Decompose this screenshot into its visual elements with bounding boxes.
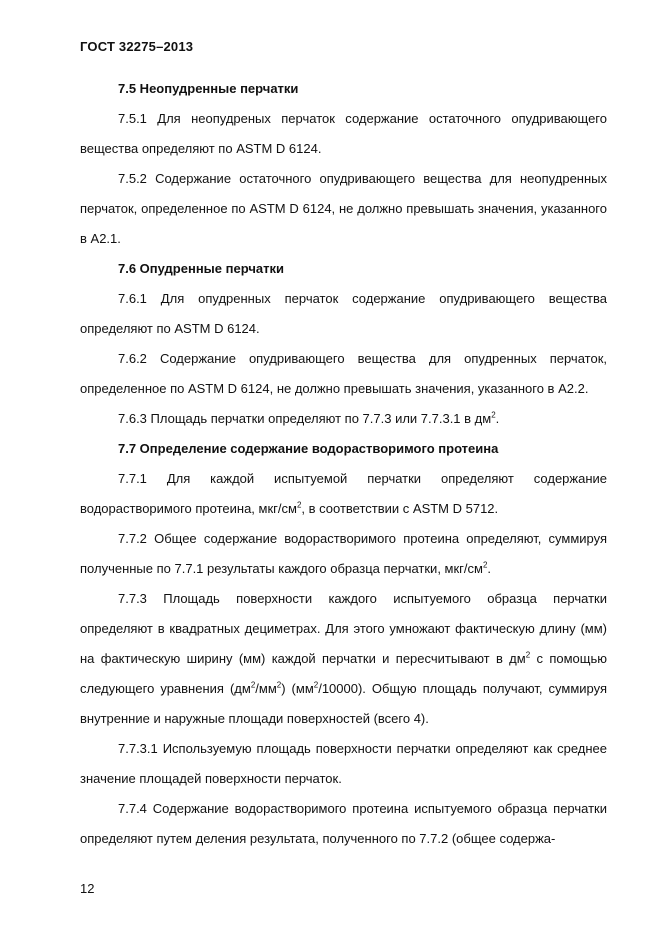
page-number: 12 — [80, 881, 95, 896]
paragraph-7-7-3-part-b: с помощью следующего уравнения (дм — [80, 651, 607, 696]
paragraph-7-6-2: 7.6.2 Содержание опудривающего вещества для опудренных перчаток, определенное по ASTM D 6124, не должно превышать значения, указанного в А2.2. — [80, 351, 607, 396]
paragraph-7-7-3-part-c: /мм — [255, 681, 277, 696]
paragraph-7-5-1: 7.5.1 Для неопудреных перчаток содержание остаточного опудривающего вещества определяют по ASTM D 6124. — [80, 111, 607, 156]
superscript: 2 — [250, 680, 256, 690]
superscript: 2 — [491, 410, 496, 420]
section-heading-7-6: 7.6 Опудренные перчатки — [118, 261, 284, 276]
paragraph-7-6-1: 7.6.1 Для опудренных перчаток содержание опудривающего вещества определяют по ASTM D 6124. — [80, 291, 607, 336]
superscript: 2 — [313, 680, 319, 690]
paragraph-7-7-3-part-d: ) (мм — [281, 681, 314, 696]
paragraph-7-7-3 — [80, 584, 607, 734]
paragraph-7-6-3-text: 7.6.3 Площадь перчатки определяют по 7.7.3 или 7.7.3.1 в дм — [118, 411, 492, 426]
superscript: 2 — [276, 680, 282, 690]
superscript: 2 — [525, 650, 531, 660]
paragraph-7-7-3-1: 7.7.3.1 Используемую площадь поверхности перчатки определяют как среднее значение площадей поверхности перчаток. — [80, 741, 607, 786]
paragraph-7-7-1 — [80, 464, 607, 524]
superscript: 2 — [296, 500, 302, 510]
standard-header: ГОСТ 32275–2013 — [80, 39, 194, 54]
paragraph-7-7-2-end: . — [487, 561, 492, 576]
paragraph-7-7-4: 7.7.4 Содержание водорастворимого протеина испытуемого образца перчатки определяют путем деления результата, полученного по 7.7.2 (общее содержа- — [80, 801, 607, 846]
section-heading-7-5: 7.5 Неопудренные перчатки — [118, 81, 299, 96]
document-body — [80, 74, 607, 854]
paragraph-7-7-2 — [80, 524, 607, 584]
paragraph-7-7-1-text: 7.7.1 Для каждой испытуемой перчатки определяют содержание водорастворимого протеина, мкг/см — [80, 471, 607, 516]
superscript: 2 — [482, 560, 488, 570]
paragraph-7-6-3-end: . — [495, 411, 500, 426]
paragraph-7-7-3-part-e: /10000). Общую площадь получают, суммируя внутренние и наружные площади поверхностей (всего 4). — [80, 681, 607, 726]
paragraph-7-6-3 — [80, 404, 607, 434]
section-heading-7-7: 7.7 Определение содержание водорастворимого протеина — [118, 441, 499, 456]
paragraph-7-7-1-end: , в соответствии с ASTM D 5712. — [301, 501, 499, 516]
paragraph-7-5-2: 7.5.2 Содержание остаточного опудривающего вещества для неопудренных перчаток, определенное по ASTM D 6124, не должно превышать значения, указанного в А2.1. — [80, 171, 607, 246]
paragraph-7-7-2-text: 7.7.2 Общее содержание водорастворимого протеина определяют, суммируя полученные по 7.7.1 результаты каждого образца перчатки, мкг/см — [80, 531, 607, 576]
paragraph-7-7-3-part-a: 7.7.3 Площадь поверхности каждого испытуемого образца перчатки определяют в квадратных дециметрах. Для этого умножают фактическую длину (мм) на фактическую ширину (мм) каждой перчатки и пересчитывают в дм — [80, 591, 607, 666]
